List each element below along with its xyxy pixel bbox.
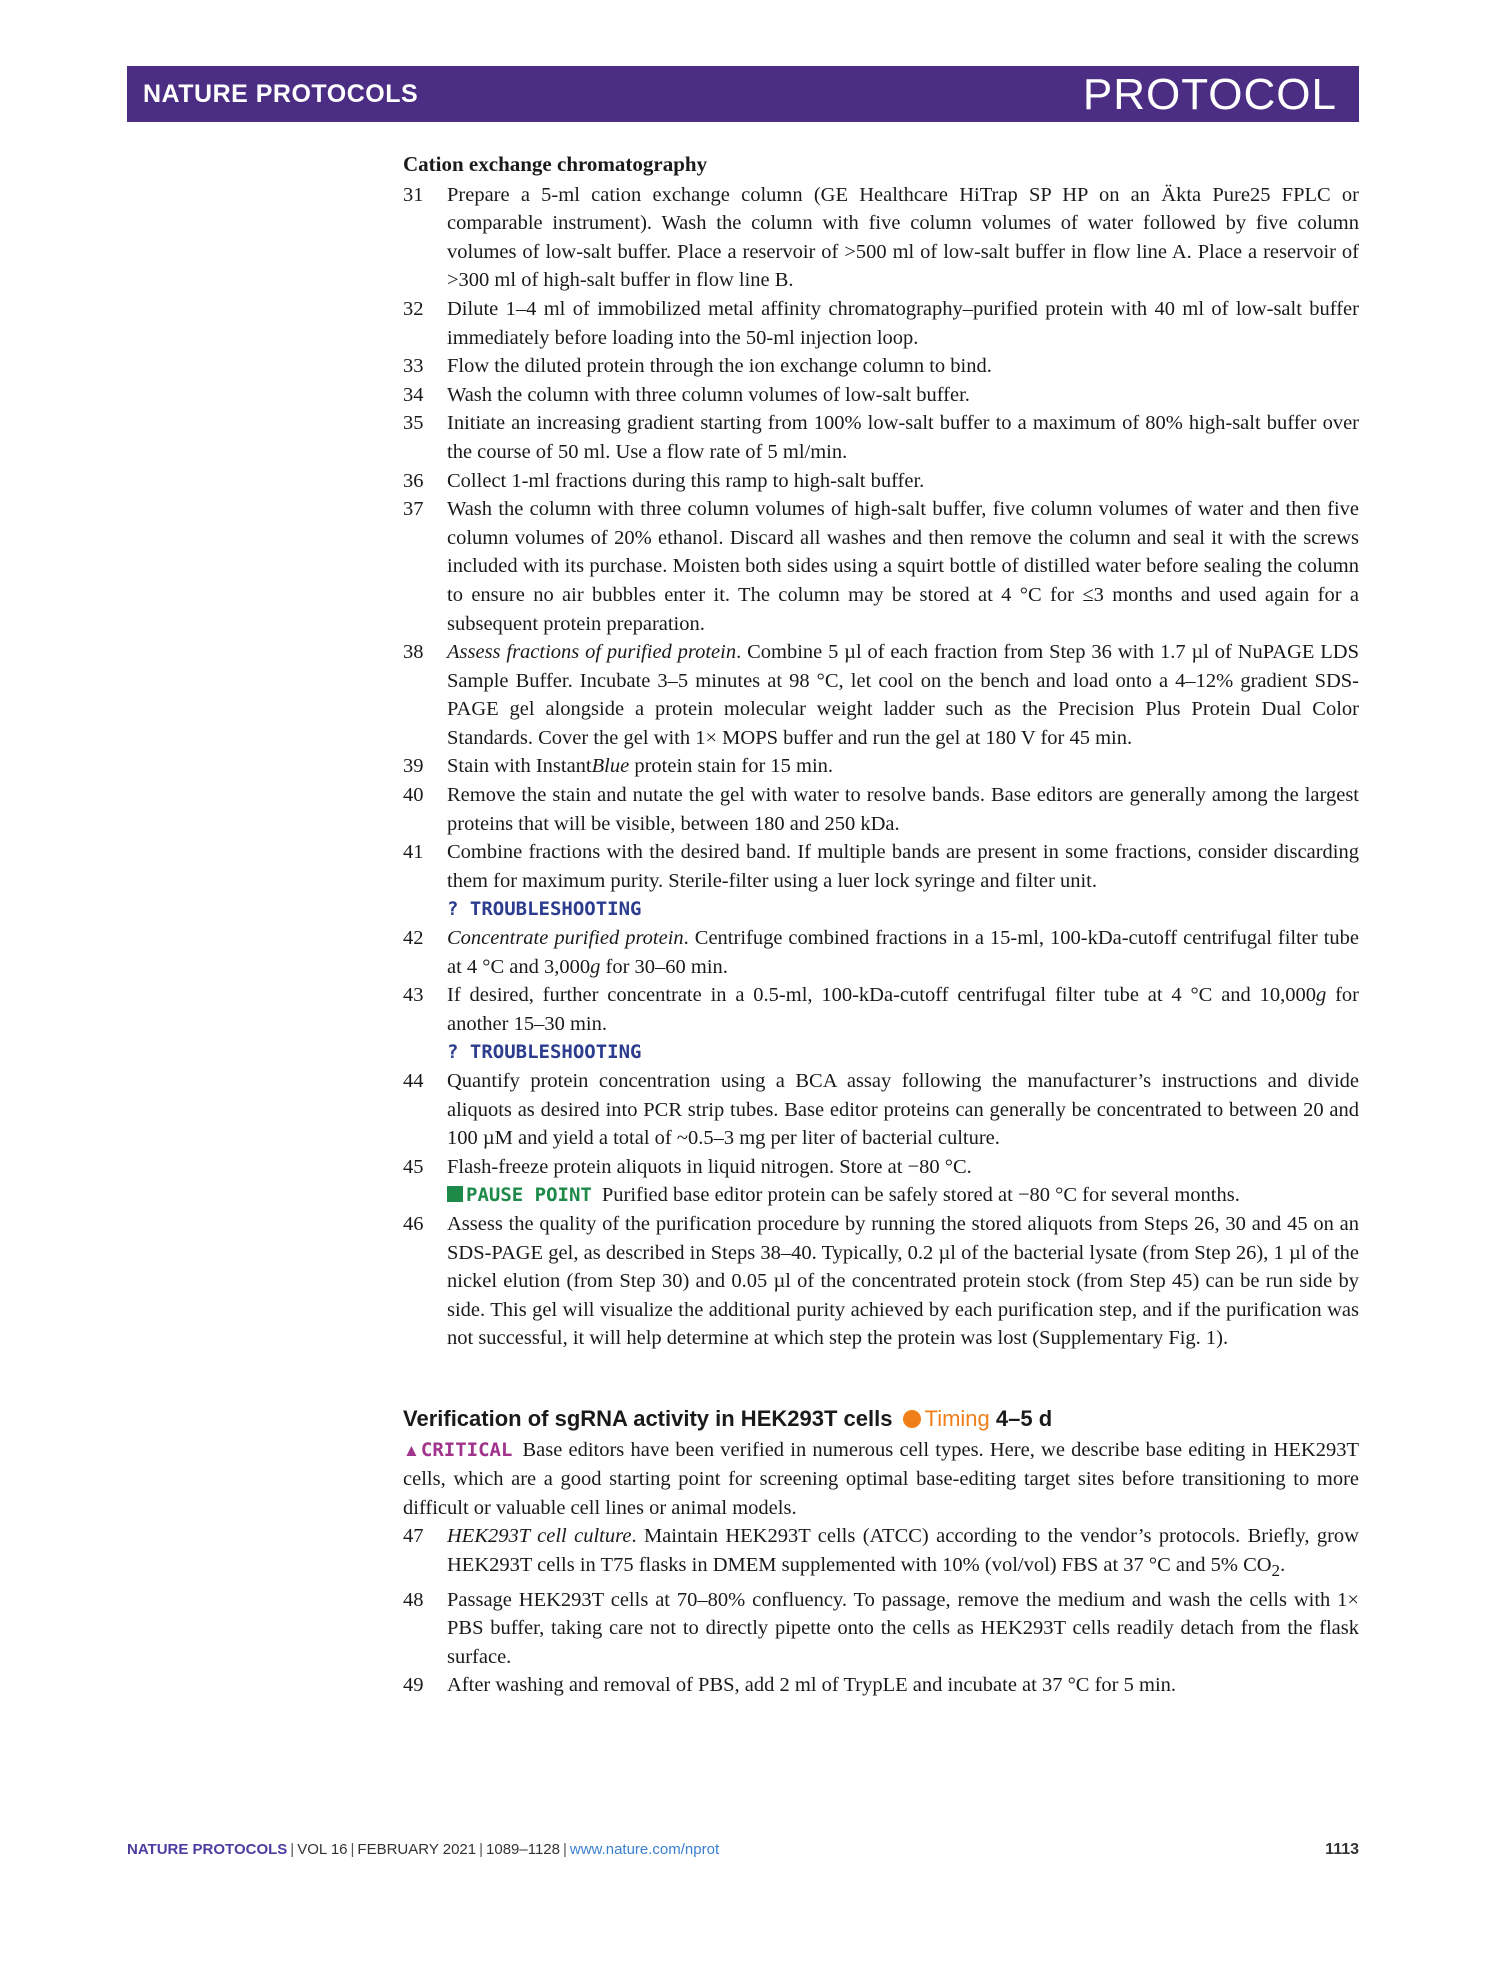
step-number: 31 — [403, 183, 424, 206]
step-44 — [403, 1067, 1359, 1153]
step-number: 34 — [403, 383, 424, 406]
step-46 — [403, 1210, 1359, 1353]
step-lead: HEK293T cell culture — [447, 1525, 632, 1548]
step-text: . Centrifuge combined fractions in a 15-ml, 100-kDa-cutoff centrifugal filter tube at 4 °C and 3,000 — [447, 927, 1359, 978]
step-number: 42 — [403, 927, 424, 950]
timing-label: Timing — [924, 1405, 990, 1431]
page-footer: NATURE PROTOCOLS | VOL 16 | FEBRUARY 2021 | 1089–1128 | www.nature.com/nprot 1113 — [127, 1841, 1359, 1858]
step-lead: Assess fractions of purified protein — [447, 641, 737, 664]
step-text: protein stain for 15 min. — [629, 755, 834, 778]
step-number: 32 — [403, 297, 424, 320]
troubleshooting-link[interactable]: ? TROUBLESHOOTING — [447, 898, 642, 921]
step-text: After washing and removal of PBS, add 2 ml of TrypLE and incubate at 37 °C for 5 min. — [447, 1674, 1177, 1697]
step-32 — [403, 295, 1359, 352]
subheading-cation-exchange: Cation exchange chromatography — [403, 152, 708, 176]
step-number: 48 — [403, 1588, 424, 1611]
step-text: Assess the quality of the purification procedure by running the stored aliquots from Steps 26, 30 and 45 on an SDS-PAGE gel, as described in Steps 38–40. Typically, 0.2 µl of the bacterial lysate (from Step 26), 1 µl of the nickel elution (from Step 30) and 0.05 µl of the concentrated protein stock (from Step 45) can be run side by side. This gel will visualize the additional purity achieved by each purification step, and if the purification was not successful, it will help determine at which step the protein was lost (Supplementary Fig. 1). — [447, 1212, 1359, 1350]
footer-url[interactable]: www.nature.com/nprot — [569, 1841, 720, 1858]
step-number: 35 — [403, 412, 424, 435]
step-number: 45 — [403, 1155, 424, 1178]
step-number: 44 — [403, 1070, 424, 1092]
step-number: 39 — [403, 755, 424, 778]
step-43 — [403, 981, 1359, 1067]
journal-name: NATURE PROTOCOLS — [143, 80, 419, 108]
critical-label: CRITICAL — [420, 1438, 513, 1461]
step-41 — [403, 838, 1359, 924]
step-number: 41 — [403, 841, 424, 864]
step-text: . — [1280, 1553, 1286, 1576]
footer-pages: 1089–1128 — [486, 1841, 560, 1858]
step-37 — [403, 495, 1359, 638]
footer-volume: VOL 16 — [297, 1841, 348, 1858]
page-number: 1113 — [1325, 1841, 1359, 1858]
step-36 — [403, 467, 1359, 496]
step-31 — [403, 181, 1359, 295]
g-unit: g — [1316, 984, 1327, 1007]
step-number: 33 — [403, 355, 424, 378]
step-number: 46 — [403, 1212, 424, 1235]
step-text: Stain with Instant — [447, 755, 592, 778]
section-heading — [403, 1405, 1359, 1434]
step-text: Dilute 1–4 ml of immobilized metal affinity chromatography–purified protein with 40 ml of low-salt buffer immediately before loading into the 50-ml injection loop. — [447, 297, 1359, 349]
step-number: 43 — [403, 984, 424, 1007]
troubleshooting-link[interactable]: ? TROUBLESHOOTING — [447, 1041, 642, 1064]
g-unit: g — [590, 955, 601, 978]
step-text: Prepare a 5-ml cation exchange column (GE Healthcare HiTrap SP HP on an Äkta Pure25 FPLC or comparable instrument). Wash the column with five column volumes of water followed by five column volumes of low-salt buffer. Place a reservoir of >500 ml of low-salt buffer in flow line A. Place a reservoir of >300 ml of high-salt buffer in flow line B. — [447, 183, 1359, 292]
subscript: 2 — [1271, 1561, 1281, 1580]
step-39 — [403, 752, 1359, 781]
step-45 — [403, 1153, 1359, 1210]
step-text: Collect 1-ml fractions during this ramp to high-salt buffer. — [447, 469, 925, 492]
article-type: PROTOCOL — [1082, 70, 1337, 119]
step-number: 40 — [403, 784, 424, 807]
main-content — [403, 148, 1359, 1700]
step-text: Passage HEK293T cells at 70–80% confluency. To passage, remove the medium and wash the cells with 1× PBS buffer, taking care not to directly pipette onto the cells as HEK293T cells readily detach from the flask surface. — [447, 1588, 1359, 1668]
timing-value: 4–5 d — [995, 1405, 1053, 1431]
step-text-italic: Blue — [591, 755, 630, 778]
step-number: 38 — [403, 641, 424, 664]
step-text: Remove the stain and nutate the gel with water to resolve bands. Base editors are generally among the largest proteins that will be visible, between 180 and 250 kDa. — [447, 784, 1359, 835]
step-42 — [403, 924, 1359, 981]
timing-dot-icon — [903, 1410, 921, 1428]
step-text: Combine fractions with the desired band. If multiple bands are present in some fractions, consider discarding them for maximum purity. Sterile-filter using a luer lock syringe and filter unit. — [447, 841, 1359, 892]
step-number: 49 — [403, 1674, 424, 1697]
critical-triangle-icon: ▲ — [403, 1440, 421, 1460]
step-text: Flash-freeze protein aliquots in liquid nitrogen. Store at −80 °C. — [447, 1155, 972, 1178]
critical-note — [403, 1436, 1359, 1523]
step-text: Initiate an increasing gradient starting from 100% low-salt buffer to a maximum of 80% high-salt buffer over the course of 50 ml. Use a flow rate of 5 ml/min. — [447, 412, 1359, 463]
step-text: Quantify protein concentration using a BCA assay following the manufacturer’s instructions and divide aliquots as desired into PCR strip tubes. Base editor proteins can generally be concentrated to between 20 and 100 µM and yield a total of ~0.5–3 mg per liter of bacterial culture. — [447, 1070, 1359, 1150]
footer-journal: NATURE PROTOCOLS — [127, 1841, 288, 1858]
step-number: 47 — [403, 1525, 424, 1548]
step-text: Wash the column with three column volumes of high-salt buffer, five column volumes of water and then five column volumes of 20% ethanol. Discard all washes and then remove the column and seal it with the screws included with its purchase. Moisten both sides using a squirt bottle of distilled water before sealing the column to ensure no air bubbles enter it. The column may be stored at 4 °C for ≤3 months and used again for a subsequent protein preparation. — [447, 498, 1359, 635]
step-text: Flow the diluted protein through the ion exchange column to bind. — [447, 355, 992, 378]
step-38 — [403, 638, 1359, 752]
step-34 — [403, 381, 1359, 410]
step-number: 37 — [403, 498, 424, 521]
step-number: 36 — [403, 469, 424, 492]
step-text: for 30–60 min. — [600, 955, 728, 978]
step-49 — [403, 1671, 1359, 1700]
pause-point-icon — [447, 1186, 463, 1202]
step-text: Wash the column with three column volumes of low-salt buffer. — [447, 383, 970, 406]
step-40 — [403, 781, 1359, 838]
step-35 — [403, 409, 1359, 466]
step-text: . Combine 5 µl of each fraction from Step 36 with 1.7 µl of NuPAGE LDS Sample Buffer. Incubate 3–5 minutes at 98 °C, let cool on the bench and load onto a 4–12% gradient SDS-PAGE gel alongside a protein molecular weight ladder such as the Precision Plus Protein Dual Color Standards. Cover the gel with 1× MOPS buffer and run the gel at 180 V for 45 min. — [447, 641, 1359, 749]
step-lead: Concentrate purified protein — [447, 927, 684, 950]
step-text: If desired, further concentrate in a 0.5-ml, 100-kDa-cutoff centrifugal filter tube at 4 °C and 10,000 — [447, 984, 1317, 1007]
step-33 — [403, 352, 1359, 381]
step-47 — [403, 1522, 1359, 1585]
pause-point-text: Purified base editor protein can be safely stored at −80 °C for several months. — [601, 1184, 1240, 1207]
critical-text: Base editors have been verified in numerous cell types. Here, we describe base editing in HEK293T cells, which are a good starting point for screening optimal base-editing target sites before transitioning to more difficult or valuable cell lines or animal models. — [403, 1438, 1359, 1519]
step-text: for another 15–30 min. — [447, 984, 1360, 1035]
pause-point-label: PAUSE POINT — [466, 1184, 592, 1207]
step-text: . Maintain HEK293T cells (ATCC) according to the vendor’s protocols. Briefly, grow HEK293T cells in T75 flasks in DMEM supplemented with 10% (vol/vol) FBS at 37 °C and 5% CO — [447, 1525, 1359, 1576]
footer-date: FEBRUARY 2021 — [357, 1841, 477, 1858]
section-title: Verification of sgRNA activity in HEK293T cells — [403, 1405, 893, 1431]
header-banner — [127, 66, 1359, 122]
step-48 — [403, 1586, 1359, 1672]
